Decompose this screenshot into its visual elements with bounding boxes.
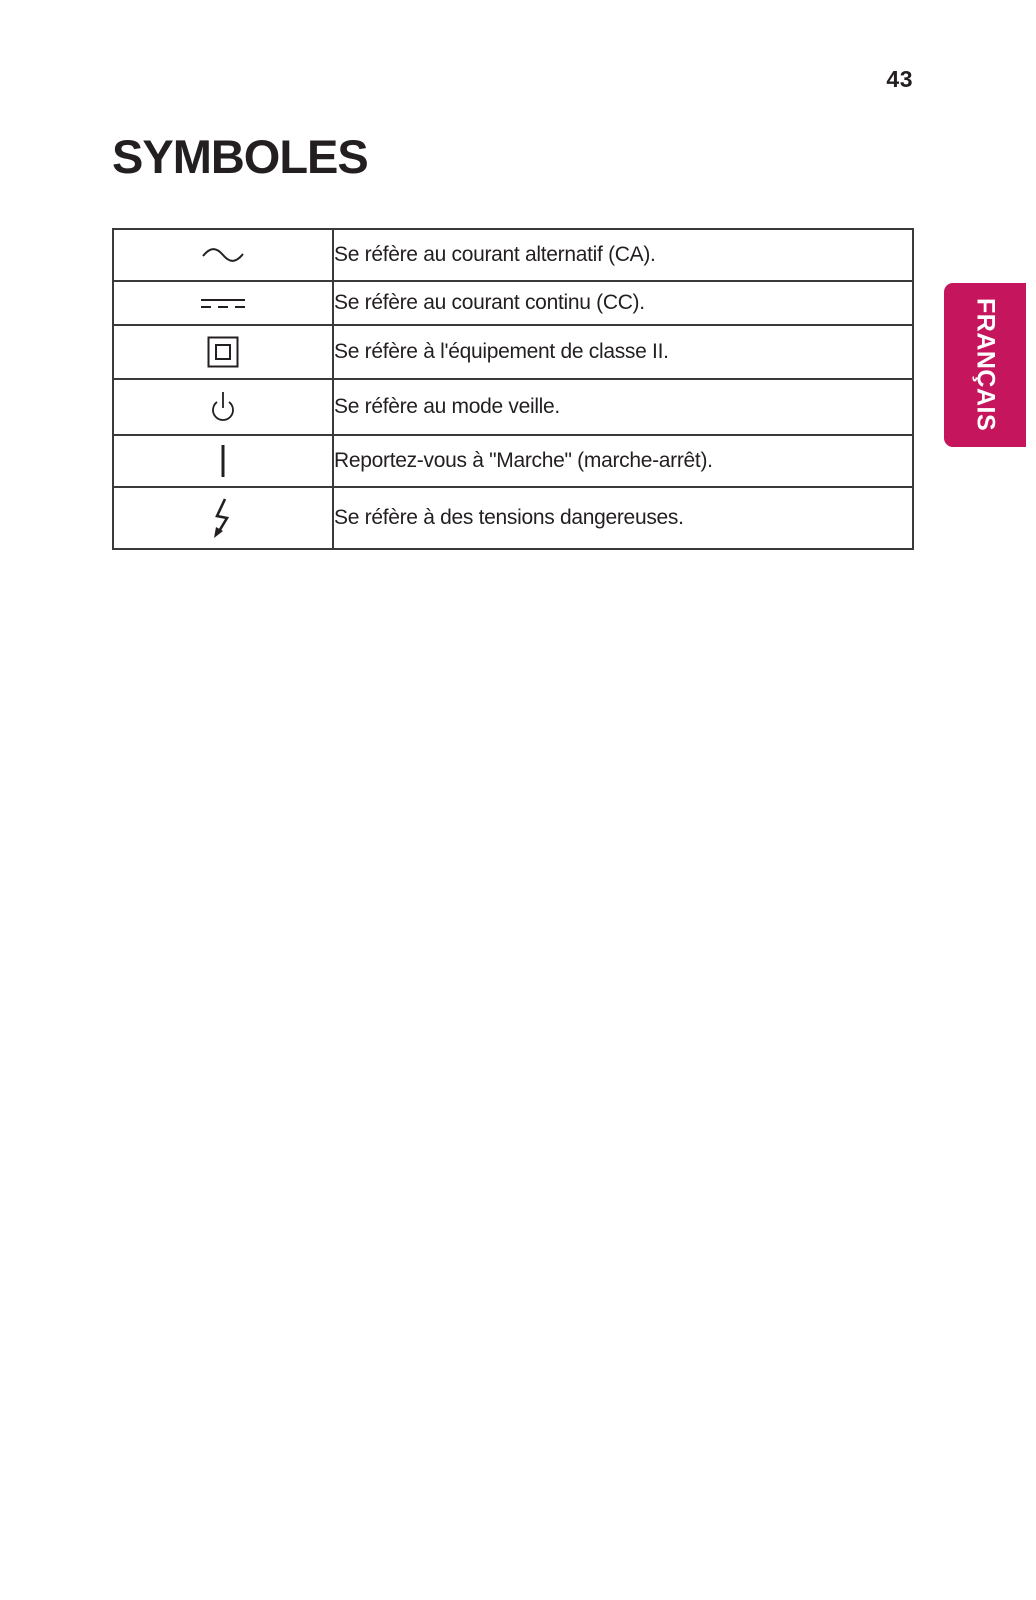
table-row: [113, 435, 913, 487]
symbol-description: Se réfère au courant alternatif (CA).: [333, 229, 913, 281]
table-row: [113, 281, 913, 325]
table-row: [113, 487, 913, 549]
symbol-description: Se réfère au courant continu (CC).: [333, 281, 913, 325]
symbol-cell: [113, 379, 333, 435]
page-number: 43: [886, 66, 913, 92]
symbol-cell: [113, 325, 333, 379]
symbol-cell: [113, 435, 333, 487]
standby-icon: [209, 390, 237, 424]
symbol-description: Reportez-vous à "Marche" (marche-arrêt).: [333, 435, 913, 487]
symbol-description: Se réfère à des tensions dangereuses.: [333, 487, 913, 549]
power-on-icon: [219, 444, 227, 478]
table-row: [113, 325, 913, 379]
language-tab-label: FRANÇAIS: [971, 298, 1000, 432]
language-tab: [944, 283, 1026, 447]
symbol-cell: [113, 281, 333, 325]
table-row: [113, 229, 913, 281]
symbol-description: Se réfère au mode veille.: [333, 379, 913, 435]
symbol-cell: [113, 229, 333, 281]
table-row: [113, 379, 913, 435]
symbol-description: Se réfère à l'équipement de classe II.: [333, 325, 913, 379]
symbols-table: [112, 228, 914, 550]
class-ii-equipment-icon: [207, 336, 239, 368]
page-title: SYMBOLES: [112, 130, 368, 183]
alternating-current-icon: [201, 247, 245, 263]
dangerous-voltage-icon: [212, 497, 234, 539]
symbol-cell: [113, 487, 333, 549]
direct-current-icon: [200, 297, 246, 309]
